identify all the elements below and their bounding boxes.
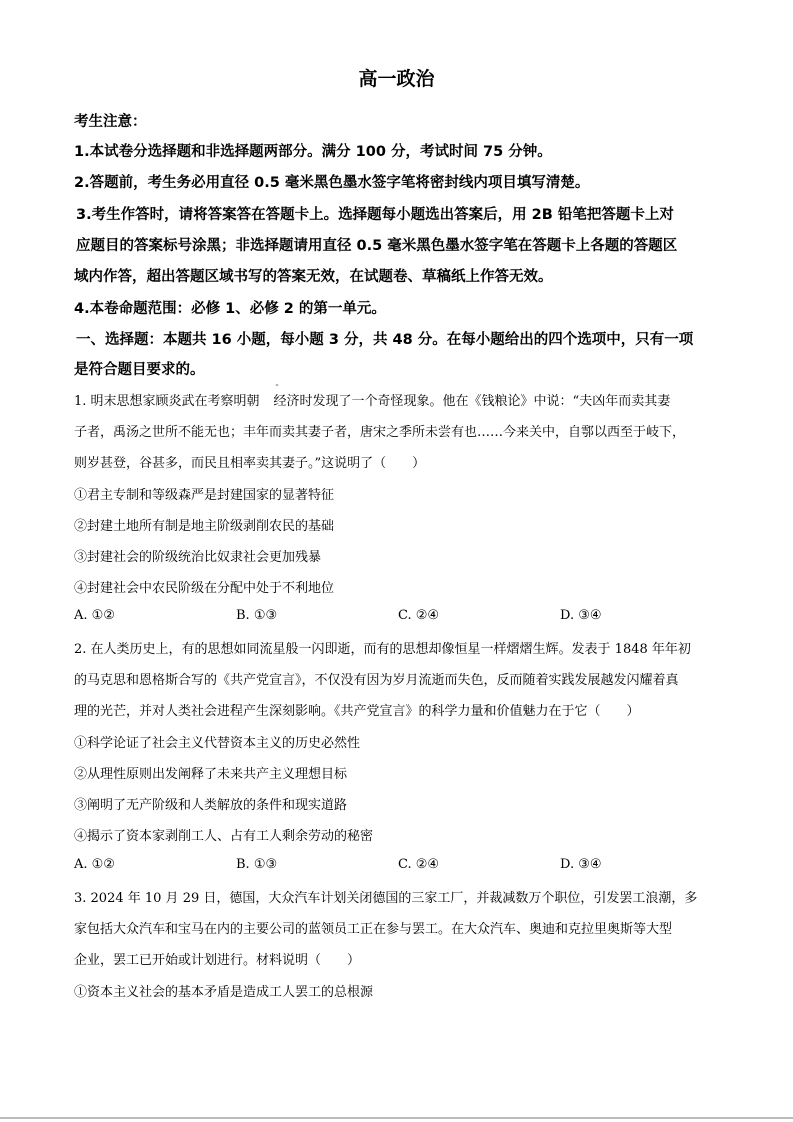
q3-stem-line-1: 3. 2024 年 10 月 29 日，德国，大众汽车计划关闭德国的三家工厂，并裁减数万个职位，引发罢工浪潮，多 <box>74 891 698 906</box>
q2-option-a[interactable]: A. ①② <box>74 857 115 872</box>
q2-option-c[interactable]: C. ②④ <box>398 857 440 872</box>
q1-stem-line-1 <box>74 390 670 409</box>
notice-heading: 考生注意： <box>74 114 147 130</box>
notice-item-4: 4.本卷命题范围：必修 1、必修 2 的第一单元。 <box>74 301 386 317</box>
q1-statement-4: ④封建社会中农民阶级在分配中处于不利地位 <box>74 581 335 596</box>
q2-stem-line-3: 理的光芒，并对人类社会进程产生深刻影响。《共产党宣言》的科学力量和价值魅力在于它（ ） <box>74 704 640 719</box>
notice-item-3-line-1: 3.考生作答时，请将答案答在答题卡上。选择题每小题选出答案后，用 2B 铅笔把答题卡上对 <box>76 207 674 223</box>
notice-item-1: 1.本试卷分选择题和非选择题两部分。满分 100 分，考试时间 75 分钟。 <box>74 144 552 160</box>
q2-statement-2: ②从理性原则出发阐释了未来共产主义理想目标 <box>74 767 348 782</box>
q2-stem-line-2: 的马克思和恩格斯合写的《共产党宣言》，不仅没有因为岁月流逝而失色，反而随着实践发展越发闪耀着真 <box>74 673 679 688</box>
notice-item-3-line-3: 域内作答，超出答题区域书写的答案无效，在试题卷、草稿纸上作答无效。 <box>74 269 553 285</box>
q1-option-d[interactable]: D. ③④ <box>560 608 602 623</box>
q1-option-b[interactable]: B. ①③ <box>236 608 278 623</box>
q1-statement-2: ②封建土地所有制是地主阶级剥削农民的基础 <box>74 519 335 534</box>
q2-stem-line-1: 2. 在人类历史上，有的思想如同流星般一闪即逝，而有的思想却像恒星一样熠熠生辉。发表于 1848 年年初 <box>74 642 691 657</box>
q2-statement-3: ③阐明了无产阶级和人类解放的条件和现实道路 <box>74 798 348 813</box>
q1-statement-1: ①君主专制和等级森严是封建国家的显著特征 <box>74 488 335 503</box>
q1-stem-line-1a: 1. 明末思想家顾炎武在考察明朝 <box>74 394 260 409</box>
page-bottom-divider <box>0 1117 793 1119</box>
q3-stem-line-3: 企业，罢工已开始或计划进行。材料说明（ ） <box>74 953 361 968</box>
q2-option-d[interactable]: D. ③④ <box>560 857 602 872</box>
notice-item-3-line-2: 应题目的答案标号涂黑；非选择题请用直径 0.5 毫米黑色墨水签字笔在答题卡上各题的答题区 <box>76 238 678 254</box>
q2-option-b[interactable]: B. ①③ <box>236 857 278 872</box>
q1-option-a[interactable]: A. ①② <box>74 608 115 623</box>
q1-stem-line-3: 则岁甚登，谷甚多，而民且相率卖其妻子。”这说明了（ ） <box>74 456 426 471</box>
q1-stem-line-1b: 经济时发现了一个奇怪现象。他在《钱粮论》中说：“夫凶年而卖其妻 <box>273 394 671 409</box>
q2-statement-4: ④揭示了资本家剥削工人、占有工人剩余劳动的秘密 <box>74 829 374 844</box>
q1-statement-3: ③封建社会的阶级统治比奴隶社会更加残暴 <box>74 550 322 565</box>
section-1-heading-line-1: 一、选择题：本题共 16 小题，每小题 3 分，共 48 分。在每小题给出的四个选项中，只有一项 <box>76 332 694 348</box>
q3-statement-1: ①资本主义社会的基本矛盾是造成工人罢工的总根源 <box>74 985 374 1000</box>
q3-stem-line-2: 家包括大众汽车和宝马在内的主要公司的蓝领员工正在参与罢工。在大众汽车、奥迪和克拉里奥斯等大型 <box>74 922 673 937</box>
q1-stem-line-2: 子者，禹汤之世所不能无也；丰年而卖其妻子者，唐宋之季所未尝有也……今来关中，自鄠以西至于岐下， <box>74 425 686 440</box>
q1-option-c[interactable]: C. ②④ <box>398 608 440 623</box>
notice-item-2: 2.答题前，考生务必用直径 0.5 毫米黑色墨水签字笔将密封线内项目填写清楚。 <box>74 175 590 191</box>
q1-annotation-mark: ¨ <box>275 384 279 393</box>
q2-statement-1: ①科学论证了社会主义代替资本主义的历史必然性 <box>74 736 361 751</box>
page-title: 高一政治 <box>358 68 435 90</box>
section-1-heading-line-2: 是符合题目要求的。 <box>74 362 205 378</box>
